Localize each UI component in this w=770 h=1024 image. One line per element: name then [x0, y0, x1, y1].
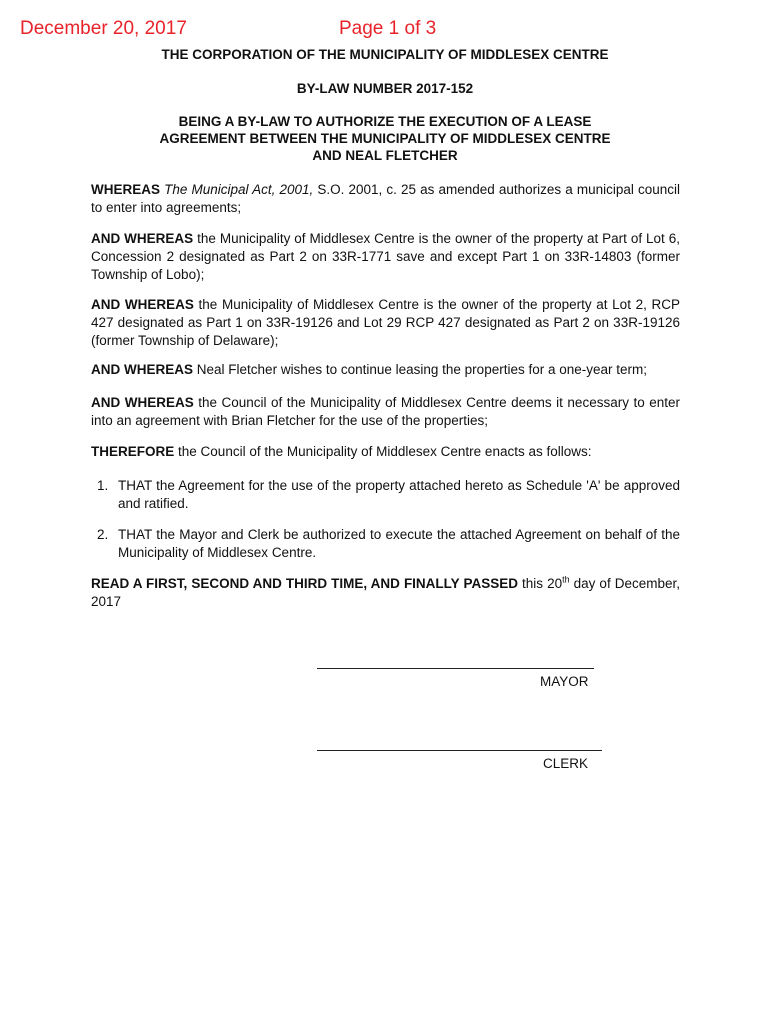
clause-number: 1. [97, 478, 109, 493]
mayor-label: MAYOR [540, 674, 589, 689]
passage-text-before: this 20 [522, 576, 563, 591]
bylaw-purpose-line-2: AGREEMENT BETWEEN THE MUNICIPALITY OF MIDDLESEX CENTRE [159, 131, 611, 146]
recital-text: the Municipality of Middlesex Centre is the owner of the property at Lot 2, RCP 427 designated as Part 1 on 33R-19126 and Lot 29 RCP 427 designated as Part 2 on 33R-19126 (former Township of Delaware); [91, 297, 680, 348]
recital-text: the Municipality of Middlesex Centre is the owner of the property at Part of Lot 6, Concession 2 designated as Part 2 on 33R-1771 save and except Part 1 on 33R-14803 (former Township of Lobo); [91, 231, 680, 282]
recital-lead: WHEREAS [91, 182, 161, 197]
recital-text: S.O. 2001, c. 25 as amended authorizes a municipal council to enter into agreements; [91, 182, 680, 215]
recital-5 [91, 394, 680, 430]
recital-lead: AND WHEREAS [91, 362, 194, 377]
page-stamp-page-number: Page 1 of 3 [339, 18, 437, 39]
clause-text: THAT the Agreement for the use of the property attached hereto as Schedule 'A' be approved and ratified. [118, 478, 680, 511]
corporation-title: THE CORPORATION OF THE MUNICIPALITY OF MIDDLESEX CENTRE [161, 47, 609, 62]
clause-number: 2. [97, 527, 109, 542]
act-citation: The Municipal Act, 2001, [164, 182, 314, 197]
bylaw-number: BY-LAW NUMBER 2017-152 [296, 81, 474, 96]
clause-text: THAT the Mayor and Clerk be authorized to execute the attached Agreement on behalf of the Municipality of Middlesex Centre. [118, 527, 680, 560]
recital-text: Neal Fletcher wishes to continue leasing the properties for a one-year term; [196, 362, 648, 377]
passage-statement [91, 575, 680, 611]
mayor-signature-line [317, 668, 594, 669]
recital-lead: AND WHEREAS [91, 231, 194, 246]
passage-superscript: th [562, 574, 570, 585]
bylaw-purpose-line-3: AND NEAL FLETCHER [312, 148, 458, 163]
passage-lead: READ A FIRST, SECOND AND THIRD TIME, AND FINALLY PASSED [91, 576, 518, 591]
recital-2 [91, 230, 680, 284]
recital-text: the Council of the Municipality of Middlesex Centre deems it necessary to enter into an agreement with Brian Fletcher for the use of the properties; [91, 395, 680, 428]
therefore-clause [91, 443, 680, 461]
passage-text-after: day of December, 2017 [91, 576, 680, 609]
recital-4 [91, 361, 680, 379]
bylaw-purpose-line-1: BEING A BY-LAW TO AUTHORIZE THE EXECUTION OF A LEASE [178, 114, 592, 129]
clerk-label: CLERK [543, 756, 589, 771]
therefore-text: the Council of the Municipality of Middlesex Centre enacts as follows: [178, 444, 592, 459]
recital-lead: AND WHEREAS [91, 297, 194, 312]
recital-3 [91, 296, 680, 350]
clerk-signature-line [317, 750, 602, 751]
page-stamp-date: December 20, 2017 [20, 18, 187, 39]
therefore-lead: THEREFORE [91, 444, 175, 459]
recital-1 [91, 181, 680, 217]
recital-lead: AND WHEREAS [91, 395, 194, 410]
